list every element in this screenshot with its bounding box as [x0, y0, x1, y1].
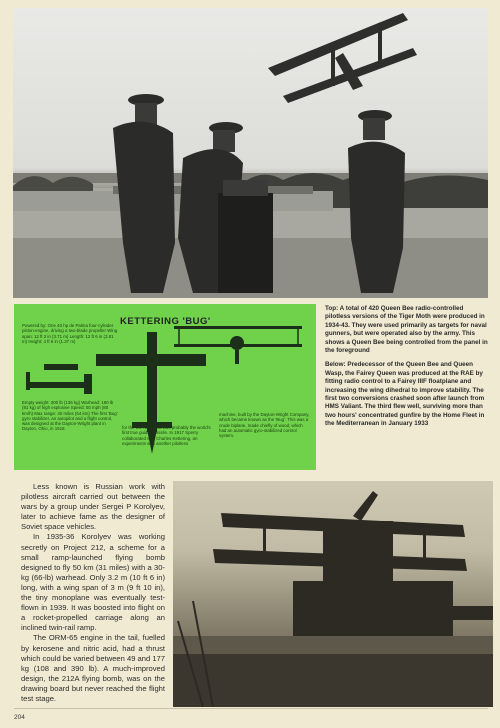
queen-bee-photo — [13, 8, 488, 298]
panel-specs: Powered by: One 40 hp de Palma four-cylinder piston-engine, driving a two-blade propeller Wing span: 12 ft 2 in (3.71 m) Length: 12 ft 6 in (3.81 m) Height: 4 ft 6 in (1.37 m) — [22, 323, 118, 344]
panel-title: KETTERING 'BUG' — [120, 316, 211, 327]
fairey-queen-photo — [173, 481, 493, 707]
body-paragraph: Less known is Russian work with pilotless aircraft carried out between the wars by a group under Sergei P Korolyev, later to achieve fame as the designer of Soviet space vehicles. — [21, 482, 165, 532]
panel-text-col3: machine, built by the Dayton-Wright Company, which became known as the 'Bug'. This was a crude biplane, made chiefly of wood, which had an automatic gyro-stabilized control system. — [219, 412, 310, 439]
panel-specs-weights: Empty weight: 300 lb (136 kg) Warhead: 180 lb (81 kg) of high explosive Speed: 50 mph (80 km/h) Max range: 40 miles (64 km) The first 'Bug' gyro stabilizer, an autopilot and a flight control, was designed at the Dayton-Wright plant in Dayton, Ohio, in 1918. — [22, 400, 118, 432]
footer-rule — [14, 708, 488, 709]
panel-text-col2: for the US Navy and was probably the world's first true guided missile. In 1917 Sperry collaborated with Charles Kettering, an experiments with another pilotless — [122, 425, 211, 446]
body-paragraph: In 1935-36 Korolyev was working secretly on Project 212, a scheme for a small ramp-launched flying bomb designed to fly 50 km (31 miles) with a 30-kg (66-lb) warhead. Only 3.2 m (10 ft 6 in) long, with a wing span of 3 m (9 ft 10 in), the tiny monoplane was eventually test-flown in 1939. It was boosted into flight on a rocket-propelled carriage along an inclined twin-rail ramp. — [21, 532, 165, 633]
page-number: 204 — [14, 714, 25, 721]
kettering-bug-panel — [14, 304, 316, 470]
body-paragraph: The ORM-65 engine in the tail, fuelled by kerosene and nitric acid, had a thrust which could be varied between 49 and 177 kg (108 and 390 lb). A much-improved design, the 212A flying bomb, was on the drawing board but never reached the flight test stage. — [21, 633, 165, 703]
article-body — [21, 482, 165, 704]
top-photo-caption: Top: A total of 420 Queen Bee radio-controlled pilotless versions of the Tiger Moth were produced in 1934-43. They were used primarily as targets for naval gunners, but were operated also by the army. This shows a Queen Bee being controlled from the panel in the foreground — [325, 305, 488, 355]
queen-bee-illustration — [13, 8, 488, 298]
photo-captions — [325, 305, 490, 435]
fairey-queen-illustration — [173, 481, 493, 707]
bottom-photo-caption: Below: Predecessor of the Queen Bee and Queen Wasp, the Fairey Queen was produced at the RAE by fitting radio control to a Fairey IIIF floatplane and increasing the wing dihedral to improve stability. The first two conversions crashed soon after launch from HMS Valiant. The third flew well, surviving more than two hours' concentrated gunfire by the Home Fleet in the Mediterranean in January 1933 — [325, 361, 485, 428]
